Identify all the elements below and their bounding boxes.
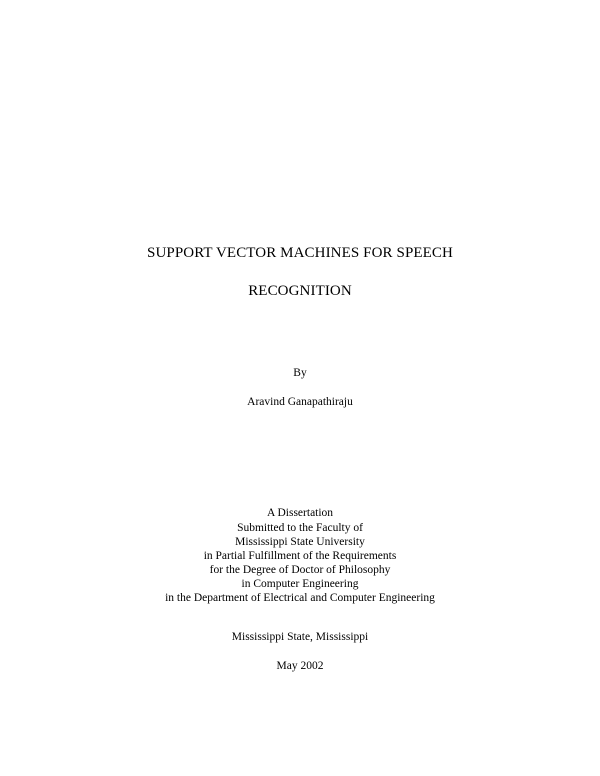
by-label: By bbox=[293, 367, 307, 379]
submission-line-1: A Dissertation bbox=[266, 507, 334, 519]
thesis-title-line-2: RECOGNITION bbox=[248, 283, 352, 299]
submission-line-4: in Partial Fulfillment of the Requirements bbox=[203, 550, 397, 562]
author-name: Aravind Ganapathiraju bbox=[247, 396, 353, 408]
submission-line-2: Submitted to the Faculty of bbox=[237, 522, 363, 534]
submission-line-5: for the Degree of Doctor of Philosophy bbox=[209, 564, 391, 576]
date: May 2002 bbox=[276, 660, 324, 672]
submission-line-7: in the Department of Electrical and Computer Engineering bbox=[165, 592, 435, 604]
submission-line-6: in Computer Engineering bbox=[241, 578, 359, 590]
thesis-title-line-1: SUPPORT VECTOR MACHINES FOR SPEECH bbox=[147, 245, 453, 261]
location: Mississippi State, Mississippi bbox=[231, 631, 369, 643]
submission-line-3: Mississippi State University bbox=[235, 536, 365, 548]
